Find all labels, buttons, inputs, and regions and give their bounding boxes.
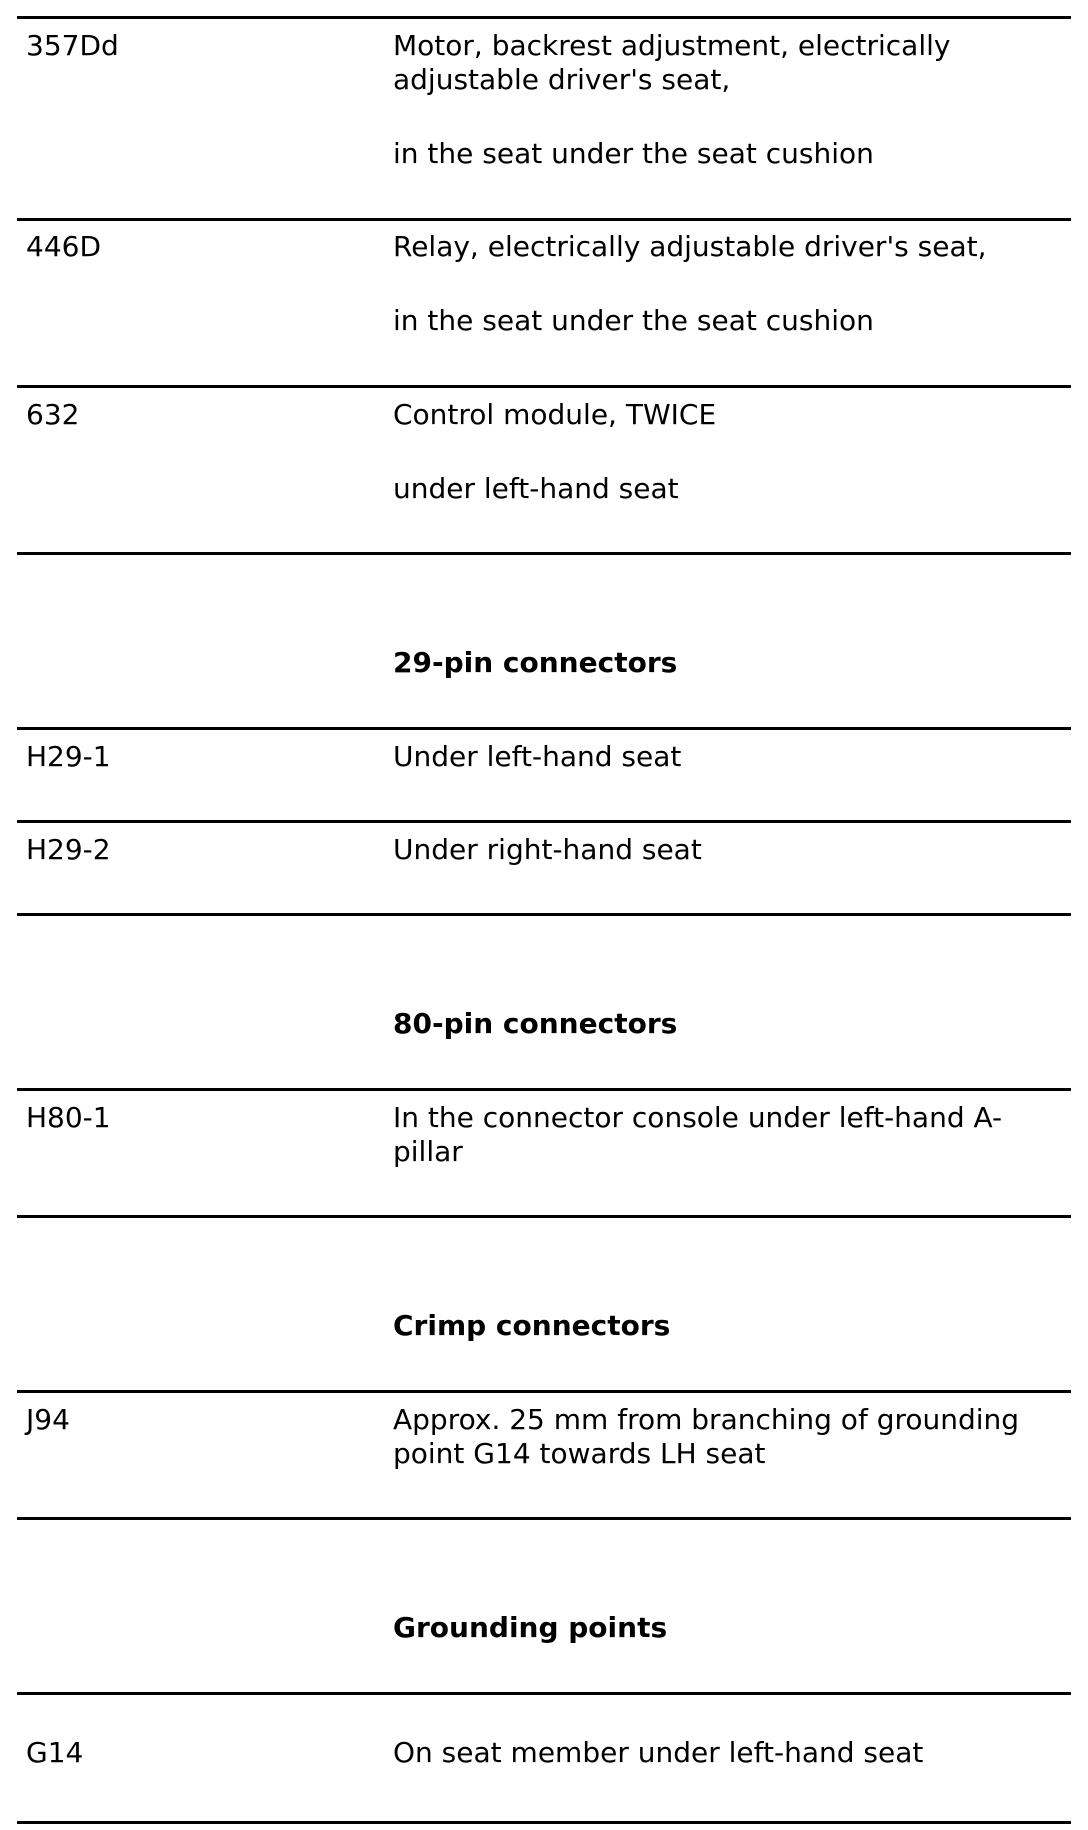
table-rule bbox=[17, 727, 1071, 730]
component-description: Under right-hand seat bbox=[393, 833, 702, 866]
component-code: J94 bbox=[26, 1403, 70, 1436]
component-code: H29-1 bbox=[26, 740, 111, 773]
component-code: H29-2 bbox=[26, 833, 111, 866]
section-heading: Grounding points bbox=[393, 1611, 668, 1644]
component-description: adjustable driver's seat, bbox=[393, 63, 731, 96]
section-heading: Crimp connectors bbox=[393, 1309, 671, 1342]
component-location: in the seat under the seat cushion bbox=[393, 137, 874, 170]
table-rule bbox=[17, 1517, 1071, 1520]
component-description: Approx. 25 mm from branching of grounding bbox=[393, 1403, 1020, 1436]
component-code: G14 bbox=[26, 1736, 84, 1769]
table-rule bbox=[17, 385, 1071, 388]
component-location: in the seat under the seat cushion bbox=[393, 304, 874, 337]
table-rule bbox=[17, 16, 1071, 19]
component-location: under left-hand seat bbox=[393, 472, 679, 505]
table-rule bbox=[17, 1215, 1071, 1218]
component-description: Relay, electrically adjustable driver's seat, bbox=[393, 230, 987, 263]
table-rule bbox=[17, 218, 1071, 221]
section-heading: 80-pin connectors bbox=[393, 1007, 678, 1040]
table-rule bbox=[17, 820, 1071, 823]
table-rule bbox=[17, 1390, 1071, 1393]
component-description: Motor, backrest adjustment, electrically bbox=[393, 29, 951, 62]
table-rule bbox=[17, 913, 1071, 916]
table-rule bbox=[17, 1088, 1071, 1091]
component-code: 446D bbox=[26, 230, 102, 263]
component-code: 357Dd bbox=[26, 29, 119, 62]
component-description: Control module, TWICE bbox=[393, 398, 717, 431]
component-description: On seat member under left-hand seat bbox=[393, 1736, 924, 1769]
component-code: H80-1 bbox=[26, 1101, 111, 1134]
table-rule bbox=[17, 1821, 1071, 1824]
component-description: pillar bbox=[393, 1135, 463, 1168]
section-heading: 29-pin connectors bbox=[393, 646, 678, 679]
component-description: In the connector console under left-hand A- bbox=[393, 1101, 1003, 1134]
table-rule bbox=[17, 552, 1071, 555]
table-rule bbox=[17, 1692, 1071, 1695]
component-description: point G14 towards LH seat bbox=[393, 1437, 766, 1470]
component-code: 632 bbox=[26, 398, 80, 431]
component-description: Under left-hand seat bbox=[393, 740, 682, 773]
